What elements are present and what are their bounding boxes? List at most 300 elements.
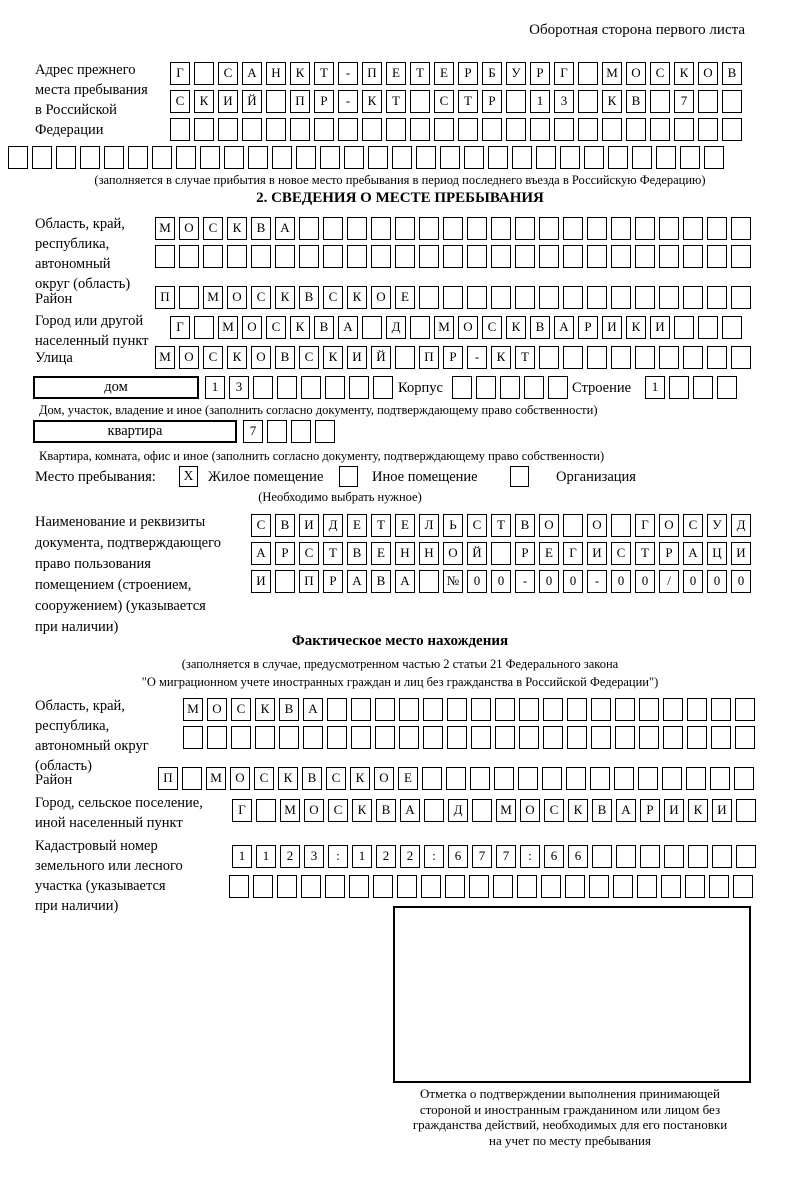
char-cell[interactable] [717,376,737,399]
char-cell[interactable]: В [592,799,612,822]
char-cell[interactable]: О [539,514,559,537]
char-cell[interactable] [662,767,682,790]
char-cell[interactable]: Й [467,542,487,565]
char-cell[interactable] [722,90,742,113]
char-cell[interactable]: К [278,767,298,790]
char-cell[interactable]: К [362,90,382,113]
char-cell[interactable]: : [328,845,348,868]
s2-region-row-2[interactable] [155,245,751,268]
char-cell[interactable]: А [400,799,420,822]
char-cell[interactable]: П [155,286,175,309]
char-cell[interactable] [542,767,562,790]
char-cell[interactable] [458,118,478,141]
char-cell[interactable]: О [207,698,227,721]
char-cell[interactable]: Н [395,542,415,565]
char-cell[interactable] [386,118,406,141]
char-cell[interactable]: Т [323,542,343,565]
char-cell[interactable] [325,376,345,399]
char-cell[interactable]: А [683,542,703,565]
char-cell[interactable] [736,845,756,868]
char-cell[interactable] [659,346,679,369]
char-cell[interactable] [469,875,489,898]
char-cell[interactable] [434,118,454,141]
char-cell[interactable] [419,570,439,593]
char-cell[interactable]: 1 [352,845,372,868]
char-cell[interactable] [371,217,391,240]
char-cell[interactable] [231,726,251,749]
char-cell[interactable]: Т [458,90,478,113]
char-cell[interactable] [493,875,513,898]
char-cell[interactable] [611,286,631,309]
char-cell[interactable] [301,875,321,898]
char-cell[interactable] [327,726,347,749]
char-cell[interactable] [452,376,472,399]
char-cell[interactable] [707,245,727,268]
char-cell[interactable]: В [302,767,322,790]
char-cell[interactable]: Г [170,62,190,85]
char-cell[interactable] [229,875,249,898]
char-cell[interactable]: А [338,316,358,339]
char-cell[interactable] [491,245,511,268]
char-cell[interactable] [707,286,727,309]
char-cell[interactable] [373,875,393,898]
char-cell[interactable]: М [602,62,622,85]
char-cell[interactable] [722,118,742,141]
char-cell[interactable]: С [544,799,564,822]
char-cell[interactable]: Л [419,514,439,537]
char-cell[interactable]: Р [275,542,295,565]
char-cell[interactable] [563,346,583,369]
char-cell[interactable] [494,767,514,790]
char-cell[interactable] [395,346,415,369]
char-cell[interactable]: № [443,570,463,593]
char-cell[interactable] [301,376,321,399]
apartment-number-row[interactable] [243,420,335,443]
char-cell[interactable] [661,875,681,898]
char-cell[interactable] [338,118,358,141]
char-cell[interactable] [659,217,679,240]
char-cell[interactable]: 3 [304,845,324,868]
char-cell[interactable] [467,286,487,309]
char-cell[interactable]: С [231,698,251,721]
char-cell[interactable]: С [251,286,271,309]
char-cell[interactable] [291,420,311,443]
char-cell[interactable] [104,146,124,169]
char-cell[interactable] [536,146,556,169]
char-cell[interactable] [698,90,718,113]
char-cell[interactable]: Т [386,90,406,113]
char-cell[interactable] [543,698,563,721]
cadastral-row-1[interactable] [232,845,756,868]
char-cell[interactable] [419,245,439,268]
char-cell[interactable]: С [434,90,454,113]
char-cell[interactable] [587,217,607,240]
char-cell[interactable] [669,376,689,399]
char-cell[interactable]: А [347,570,367,593]
char-cell[interactable] [362,118,382,141]
char-cell[interactable]: В [515,514,535,537]
char-cell[interactable] [541,875,561,898]
char-cell[interactable]: К [674,62,694,85]
s2-region-row-1[interactable] [155,217,751,240]
char-cell[interactable]: - [515,570,535,593]
char-cell[interactable] [251,245,271,268]
char-cell[interactable] [8,146,28,169]
char-cell[interactable]: О [374,767,394,790]
char-cell[interactable]: К [350,767,370,790]
char-cell[interactable] [423,698,443,721]
char-cell[interactable] [578,62,598,85]
char-cell[interactable]: М [218,316,238,339]
char-cell[interactable] [506,90,526,113]
char-cell[interactable] [637,875,657,898]
char-cell[interactable] [155,245,175,268]
char-cell[interactable] [685,875,705,898]
actual-city-row[interactable] [232,799,756,822]
char-cell[interactable]: К [290,62,310,85]
char-cell[interactable] [320,146,340,169]
char-cell[interactable]: Т [371,514,391,537]
char-cell[interactable]: К [323,346,343,369]
apartment-type-box[interactable]: квартира [33,420,237,443]
char-cell[interactable] [587,245,607,268]
char-cell[interactable] [467,245,487,268]
char-cell[interactable] [472,799,492,822]
char-cell[interactable] [539,286,559,309]
char-cell[interactable] [563,217,583,240]
actual-region-row-1[interactable] [183,698,755,721]
char-cell[interactable] [589,875,609,898]
char-cell[interactable] [680,146,700,169]
char-cell[interactable] [616,845,636,868]
char-cell[interactable]: К [491,346,511,369]
char-cell[interactable]: Й [242,90,262,113]
char-cell[interactable] [375,698,395,721]
char-cell[interactable]: 7 [472,845,492,868]
s2-street-row[interactable] [155,346,751,369]
char-cell[interactable] [443,245,463,268]
char-cell[interactable] [709,875,729,898]
char-cell[interactable]: Е [539,542,559,565]
char-cell[interactable] [495,726,515,749]
char-cell[interactable] [530,118,550,141]
char-cell[interactable]: 0 [491,570,511,593]
char-cell[interactable] [560,146,580,169]
char-cell[interactable]: М [496,799,516,822]
char-cell[interactable] [635,346,655,369]
char-cell[interactable]: 0 [707,570,727,593]
char-cell[interactable]: Г [554,62,574,85]
char-cell[interactable] [296,146,316,169]
char-cell[interactable]: 6 [568,845,588,868]
char-cell[interactable] [626,118,646,141]
char-cell[interactable] [640,845,660,868]
char-cell[interactable] [635,245,655,268]
char-cell[interactable] [563,286,583,309]
char-cell[interactable] [256,799,276,822]
char-cell[interactable] [584,146,604,169]
char-cell[interactable]: К [688,799,708,822]
char-cell[interactable] [152,146,172,169]
char-cell[interactable] [635,286,655,309]
char-cell[interactable]: У [707,514,727,537]
char-cell[interactable] [325,875,345,898]
char-cell[interactable]: С [254,767,274,790]
char-cell[interactable] [471,726,491,749]
char-cell[interactable]: Е [434,62,454,85]
char-cell[interactable] [683,217,703,240]
char-cell[interactable]: М [280,799,300,822]
actual-region-row-2[interactable] [183,726,755,749]
char-cell[interactable] [279,726,299,749]
char-cell[interactable] [659,245,679,268]
char-cell[interactable] [567,698,587,721]
char-cell[interactable] [687,698,707,721]
char-cell[interactable]: К [255,698,275,721]
char-cell[interactable]: И [731,542,751,565]
char-cell[interactable] [179,286,199,309]
char-cell[interactable]: П [299,570,319,593]
char-cell[interactable]: М [155,217,175,240]
char-cell[interactable] [683,286,703,309]
char-cell[interactable] [674,118,694,141]
char-cell[interactable]: О [659,514,679,537]
char-cell[interactable] [543,726,563,749]
char-cell[interactable] [663,726,683,749]
char-cell[interactable] [470,767,490,790]
char-cell[interactable] [590,767,610,790]
char-cell[interactable] [56,146,76,169]
char-cell[interactable] [242,118,262,141]
char-cell[interactable]: Е [395,514,415,537]
char-cell[interactable] [200,146,220,169]
char-cell[interactable] [349,875,369,898]
char-cell[interactable]: П [419,346,439,369]
char-cell[interactable]: Б [482,62,502,85]
char-cell[interactable] [722,316,742,339]
char-cell[interactable] [440,146,460,169]
char-cell[interactable] [419,286,439,309]
char-cell[interactable] [194,118,214,141]
char-cell[interactable]: / [659,570,679,593]
char-cell[interactable] [299,245,319,268]
char-cell[interactable] [518,767,538,790]
char-cell[interactable] [399,698,419,721]
char-cell[interactable] [500,376,520,399]
char-cell[interactable]: Д [448,799,468,822]
char-cell[interactable] [255,726,275,749]
prev-address-row-4[interactable] [8,146,724,169]
char-cell[interactable]: 2 [376,845,396,868]
char-cell[interactable] [638,767,658,790]
char-cell[interactable]: 3 [229,376,249,399]
char-cell[interactable]: О [458,316,478,339]
char-cell[interactable] [253,875,273,898]
char-cell[interactable]: К [347,286,367,309]
char-cell[interactable] [410,90,430,113]
char-cell[interactable] [315,420,335,443]
char-cell[interactable] [592,845,612,868]
char-cell[interactable]: А [616,799,636,822]
char-cell[interactable] [591,698,611,721]
char-cell[interactable]: О [587,514,607,537]
char-cell[interactable]: : [520,845,540,868]
char-cell[interactable] [566,767,586,790]
char-cell[interactable] [253,376,273,399]
char-cell[interactable]: М [183,698,203,721]
char-cell[interactable] [275,245,295,268]
s2-district-row[interactable] [155,286,751,309]
char-cell[interactable] [362,316,382,339]
char-cell[interactable] [80,146,100,169]
char-cell[interactable] [687,726,707,749]
char-cell[interactable]: 6 [448,845,468,868]
char-cell[interactable] [128,146,148,169]
char-cell[interactable] [578,118,598,141]
char-cell[interactable]: 1 [256,845,276,868]
char-cell[interactable]: А [242,62,262,85]
char-cell[interactable] [443,217,463,240]
char-cell[interactable]: К [568,799,588,822]
char-cell[interactable] [272,146,292,169]
char-cell[interactable]: С [203,346,223,369]
char-cell[interactable]: В [275,346,295,369]
char-cell[interactable]: 0 [731,570,751,593]
char-cell[interactable]: К [227,217,247,240]
char-cell[interactable]: А [303,698,323,721]
char-cell[interactable] [344,146,364,169]
stay-checkbox-zhiloe[interactable]: X [179,466,198,487]
char-cell[interactable] [734,767,754,790]
char-cell[interactable]: Р [659,542,679,565]
char-cell[interactable] [410,118,430,141]
char-cell[interactable]: - [467,346,487,369]
char-cell[interactable] [524,376,544,399]
char-cell[interactable]: Р [578,316,598,339]
char-cell[interactable]: В [722,62,742,85]
char-cell[interactable]: 2 [400,845,420,868]
char-cell[interactable] [663,698,683,721]
prev-address-row-1[interactable] [170,62,742,85]
char-cell[interactable] [303,726,323,749]
char-cell[interactable]: Р [640,799,660,822]
char-cell[interactable]: : [424,845,444,868]
char-cell[interactable] [476,376,496,399]
char-cell[interactable] [611,217,631,240]
char-cell[interactable] [686,767,706,790]
char-cell[interactable] [467,217,487,240]
char-cell[interactable]: И [587,542,607,565]
char-cell[interactable] [567,726,587,749]
char-cell[interactable]: С [323,286,343,309]
char-cell[interactable] [587,286,607,309]
char-cell[interactable]: К [602,90,622,113]
char-cell[interactable]: - [338,90,358,113]
char-cell[interactable] [224,146,244,169]
char-cell[interactable] [395,217,415,240]
char-cell[interactable] [488,146,508,169]
char-cell[interactable] [375,726,395,749]
char-cell[interactable] [447,726,467,749]
char-cell[interactable] [194,62,214,85]
char-cell[interactable]: С [326,767,346,790]
char-cell[interactable]: Т [314,62,334,85]
char-cell[interactable]: 2 [280,845,300,868]
doc-row-3[interactable] [251,570,751,593]
char-cell[interactable] [608,146,628,169]
char-cell[interactable] [170,118,190,141]
char-cell[interactable]: Т [491,514,511,537]
char-cell[interactable]: И [664,799,684,822]
char-cell[interactable]: 1 [530,90,550,113]
char-cell[interactable] [519,698,539,721]
char-cell[interactable] [443,286,463,309]
char-cell[interactable]: Р [530,62,550,85]
char-cell[interactable] [517,875,537,898]
char-cell[interactable] [351,726,371,749]
char-cell[interactable]: Д [323,514,343,537]
char-cell[interactable]: М [155,346,175,369]
char-cell[interactable]: Г [170,316,190,339]
char-cell[interactable]: 0 [467,570,487,593]
korpus-row[interactable] [452,376,568,399]
char-cell[interactable]: М [203,286,223,309]
char-cell[interactable] [554,118,574,141]
char-cell[interactable]: С [482,316,502,339]
char-cell[interactable] [424,799,444,822]
char-cell[interactable] [397,875,417,898]
char-cell[interactable]: 0 [563,570,583,593]
char-cell[interactable]: О [698,62,718,85]
char-cell[interactable]: Е [398,767,418,790]
char-cell[interactable]: 7 [496,845,516,868]
char-cell[interactable]: 1 [645,376,665,399]
char-cell[interactable]: С [218,62,238,85]
char-cell[interactable] [639,698,659,721]
char-cell[interactable] [563,245,583,268]
char-cell[interactable]: А [251,542,271,565]
char-cell[interactable] [395,245,415,268]
char-cell[interactable]: В [314,316,334,339]
char-cell[interactable] [548,376,568,399]
char-cell[interactable]: В [299,286,319,309]
char-cell[interactable]: 0 [635,570,655,593]
char-cell[interactable] [602,118,622,141]
char-cell[interactable] [248,146,268,169]
char-cell[interactable] [445,875,465,898]
house-number-row[interactable] [205,376,393,399]
char-cell[interactable] [707,346,727,369]
char-cell[interactable]: С [266,316,286,339]
char-cell[interactable] [611,514,631,537]
char-cell[interactable]: О [443,542,463,565]
char-cell[interactable]: В [279,698,299,721]
char-cell[interactable] [368,146,388,169]
cadastral-row-2[interactable] [229,875,753,898]
char-cell[interactable] [736,799,756,822]
char-cell[interactable]: С [203,217,223,240]
char-cell[interactable] [218,118,238,141]
char-cell[interactable]: И [299,514,319,537]
char-cell[interactable]: К [506,316,526,339]
char-cell[interactable] [275,570,295,593]
char-cell[interactable] [495,698,515,721]
actual-district-row[interactable] [158,767,754,790]
char-cell[interactable] [421,875,441,898]
char-cell[interactable] [176,146,196,169]
char-cell[interactable] [277,376,297,399]
char-cell[interactable] [349,376,369,399]
